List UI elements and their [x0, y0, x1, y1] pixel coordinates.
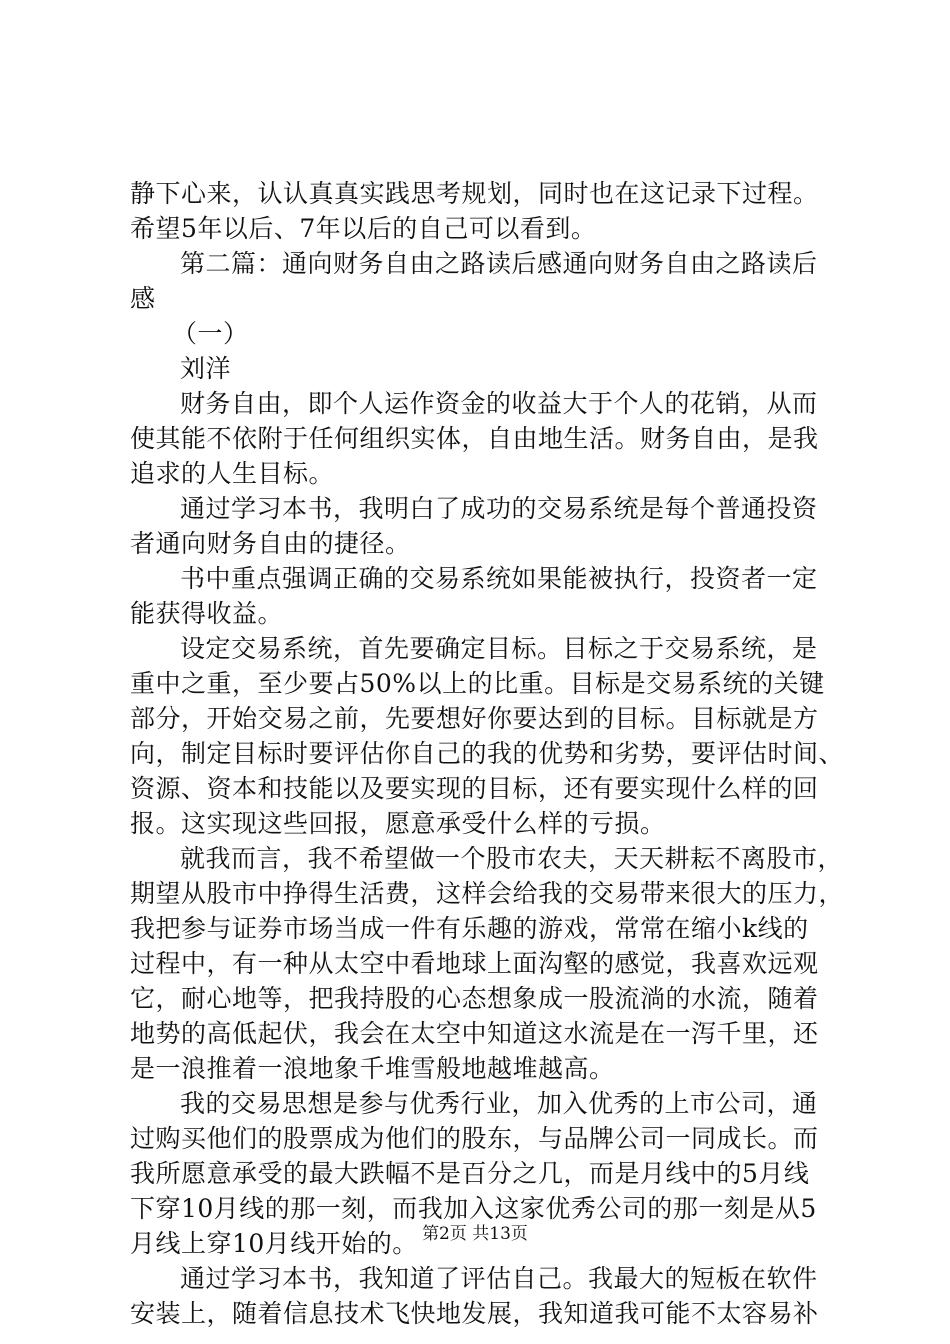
text-line: 感 — [130, 284, 156, 313]
text-line: 月线上穿10月线开始的。 — [130, 1229, 418, 1258]
text-line: 设定交易系统，首先要确定目标。目标之于交易系统，是 — [180, 634, 818, 663]
text-line: 者通向财务自由的捷径。 — [130, 529, 411, 558]
text-line: 使其能不依附于任何组织实体，自由地生活。财务自由，是我 — [130, 424, 819, 453]
text-line: 下穿10月线的那一刻，而我加入这家优秀公司的那一刻是从5 — [130, 1194, 817, 1223]
text-line: 第二篇：通向财务自由之路读后感通向财务自由之路读后 — [180, 249, 818, 278]
text-line: 报。这实现这些回报，愿意承受什么样的亏损。 — [130, 809, 666, 838]
text-line: 希望5年以后、7年以后的自己可以看到。 — [130, 214, 597, 243]
text-line: 追求的人生目标。 — [130, 459, 335, 488]
text-line: 安装上，随着信息技术飞快地发展，我知道我可能不太容易补 — [130, 1299, 819, 1328]
text-line: 资源、资本和技能以及要实现的目标，还有要实现什么样的回 — [130, 774, 819, 803]
text-line: 静下心来，认认真真实践思考规划，同时也在这记录下过程。 — [130, 179, 819, 208]
text-line: 通过学习本书，我明白了成功的交易系统是每个普通投资 — [180, 494, 818, 523]
text-line: 就我而言，我不希望做一个股市农夫，天天耕耘不离股市， — [180, 844, 844, 873]
text-line: 过购买他们的股票成为他们的股东，与品牌公司一同成长。而 — [130, 1124, 819, 1153]
document-body — [130, 176, 845, 1331]
text-line: 我的交易思想是参与优秀行业，加入优秀的上市公司，通 — [180, 1089, 818, 1118]
text-line: 书中重点强调正确的交易系统如果能被执行，投资者一定 — [180, 564, 818, 593]
text-line: （一） — [172, 319, 249, 348]
text-line: 我所愿意承受的最大跌幅不是百分之几，而是月线中的5月线 — [130, 1159, 810, 1188]
text-line: 期望从股市中挣得生活费，这样会给我的交易带来很大的压力， — [130, 879, 845, 908]
text-line: 通过学习本书，我知道了评估自己。我最大的短板在软件 — [180, 1264, 818, 1293]
text-line: 我把参与证券市场当成一件有乐趣的游戏，常常在缩小k线的 — [130, 914, 809, 943]
text-line: 地势的高低起伏，我会在太空中知道这水流是在一泻千里，还 — [130, 1019, 819, 1048]
text-line: 财务自由，即个人运作资金的收益大于个人的花销，从而 — [180, 389, 818, 418]
text-line: 向，制定目标时要评估你自己的我的优势和劣势，要评估时间、 — [130, 739, 845, 768]
text-line: 过程中，有一种从太空中看地球上面沟壑的感觉，我喜欢远观 — [130, 949, 819, 978]
text-line: 重中之重，至少要占50%以上的比重。目标是交易系统的关键 — [130, 669, 825, 698]
text-line: 它，耐心地等，把我持股的心态想象成一股流淌的水流，随着 — [130, 984, 819, 1013]
text-line: 部分，开始交易之前，先要想好你要达到的目标。目标就是方 — [130, 704, 819, 733]
text-line: 是一浪推着一浪地象千堆雪般地越堆越高。 — [130, 1054, 615, 1083]
text-line: 能获得收益。 — [130, 599, 284, 628]
page-footer: 第2页 共13页 — [422, 1224, 528, 1244]
text-line: 刘洋 — [180, 354, 232, 383]
